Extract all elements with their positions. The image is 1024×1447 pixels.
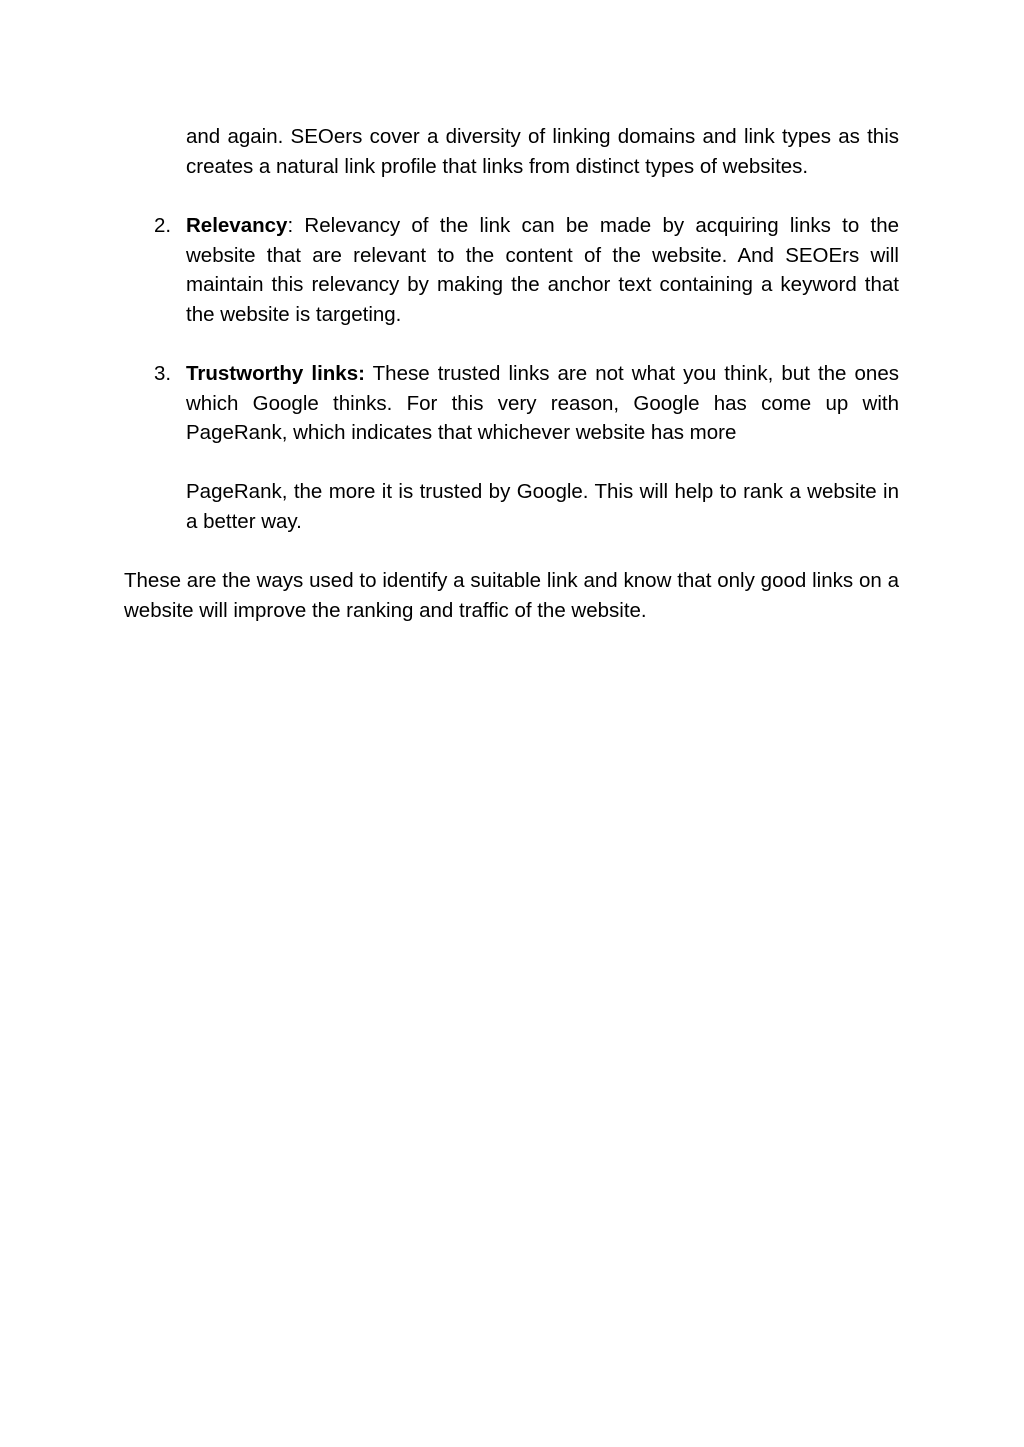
list-item-relevancy — [186, 211, 899, 329]
continuation-paragraph: and again. SEOers cover a diversity of linking domains and link types as this creates a natural link profile that links from distinct types of websites. — [186, 125, 899, 178]
conclusion-paragraph: These are the ways used to identify a suitable link and know that only good links on a website will improve the ranking and traffic of the website. — [124, 569, 899, 622]
list-item-heading: Trustworthy links: — [186, 362, 365, 385]
list-item-body: Relevancy of the link can be made by acquiring links to the website that are relevant to the content of the website. And SEOErs will maintain this relevancy by making the anchor text containing a keyword that the website is targeting. — [186, 214, 899, 326]
list-item-separator: : — [287, 214, 294, 237]
list-number-3: 3. — [154, 362, 172, 385]
list-item-trustworthy-links — [186, 359, 899, 448]
list-item-body: These trusted links are not what you think, but the ones which Google thinks. For this very reason, Google has come up with PageRank, which indicates that whichever website has more — [186, 362, 899, 444]
list-item-heading: Relevancy — [186, 214, 288, 237]
list-item-continued-paragraph: PageRank, the more it is trusted by Google. This will help to rank a website in a better way. — [186, 480, 899, 533]
list-number-2: 2. — [154, 214, 172, 237]
